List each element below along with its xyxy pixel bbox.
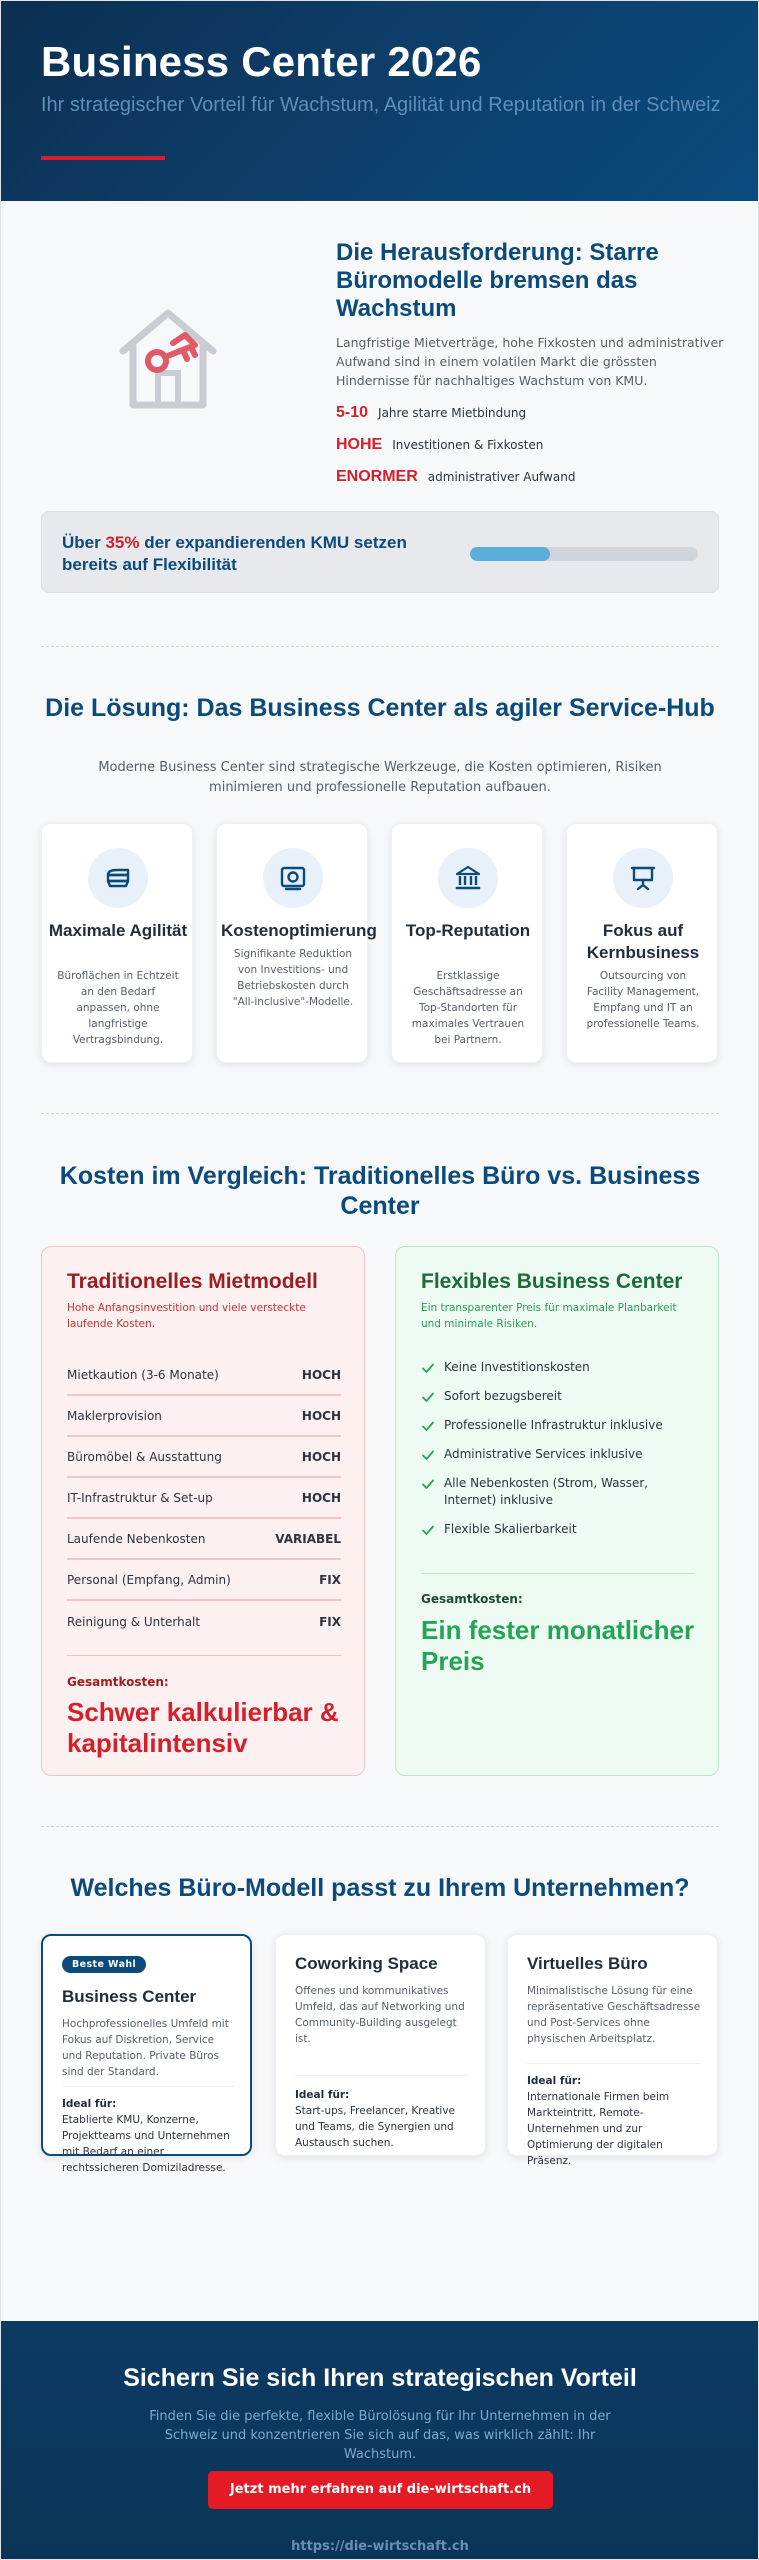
cost-name: IT-Infrastruktur & Set-up bbox=[67, 1490, 213, 1505]
flexibility-callout bbox=[41, 511, 719, 593]
feature-item bbox=[421, 1417, 701, 1434]
solution-subtitle: Moderne Business Center sind strategische Werkzeuge, die Kosten optimieren, Risiken minimieren und professionelle Reputation aufbauen. bbox=[98, 760, 662, 795]
feature-item bbox=[421, 1359, 701, 1376]
model-title: Coworking Space bbox=[295, 1954, 438, 1973]
card-divider bbox=[527, 2063, 700, 2064]
total-separator bbox=[421, 1573, 695, 1574]
bank-icon bbox=[453, 863, 483, 893]
cost-name: Laufende Nebenkosten bbox=[67, 1531, 206, 1546]
stat-label: Investitionen & Fixkosten bbox=[392, 438, 544, 452]
cost-row bbox=[67, 1355, 341, 1396]
accent-underline bbox=[41, 156, 165, 160]
stat-value: ENORMER bbox=[336, 468, 418, 485]
models-title: Welches Büro-Modell passt zu Ihrem Unternehmen? bbox=[70, 1874, 690, 1902]
solution-card-agility bbox=[41, 823, 193, 1063]
flexible-total-value: Ein fester monatlicher Preis bbox=[421, 1615, 695, 1676]
ideal-label: Ideal für: bbox=[62, 2098, 117, 2110]
stat-item bbox=[336, 404, 726, 422]
model-card-coworking bbox=[275, 1934, 486, 2156]
model-description: Offenes und kommunikatives Umfeld, das auf Networking und Community-Building ausgelegt ist. bbox=[295, 1985, 465, 2045]
cost-row bbox=[67, 1601, 341, 1642]
feature-label: Administrative Services inklusive bbox=[444, 1447, 643, 1461]
feature-item bbox=[421, 1446, 701, 1463]
check-icon bbox=[421, 1419, 435, 1433]
section-divider bbox=[41, 1826, 719, 1827]
ideal-label: Ideal für: bbox=[527, 2075, 582, 2087]
check-icon bbox=[421, 1361, 435, 1375]
feature-label: Flexible Skalierbarkeit bbox=[444, 1522, 577, 1536]
section-divider bbox=[41, 646, 719, 647]
feature-item bbox=[421, 1475, 701, 1509]
check-icon bbox=[421, 1390, 435, 1404]
hero-header bbox=[1, 1, 759, 201]
challenge-text bbox=[336, 239, 726, 486]
flex-prefix: Über bbox=[62, 533, 106, 552]
card-title: Kostenoptimierung bbox=[221, 921, 377, 940]
card-title: Fokus auf Kernbusiness bbox=[586, 921, 700, 962]
total-separator bbox=[67, 1655, 341, 1656]
challenge-title: Die Herausforderung: Starre Büromodelle bremsen das Wachstum bbox=[336, 239, 659, 322]
feature-label: Professionelle Infrastruktur inklusive bbox=[444, 1418, 663, 1432]
card-text: Outsourcing von Facility Management, Empfang und IT an professionelle Teams. bbox=[586, 970, 700, 1030]
check-icon bbox=[421, 1523, 435, 1537]
card-divider bbox=[295, 2075, 468, 2076]
card-text: Erstklassige Geschäftsadresse an Top-Standorten für maximales Vertrauen bei Partnern. bbox=[411, 970, 525, 1046]
cost-level: FIX bbox=[319, 1614, 341, 1629]
house-key-icon bbox=[113, 303, 223, 413]
feature-item bbox=[421, 1521, 701, 1538]
stat-value: 5-10 bbox=[336, 404, 369, 421]
model-description: Minimalistische Lösung für eine repräsentative Geschäftsadresse und Post-Services ohne physischen Arbeitsplatz. bbox=[527, 1985, 701, 2045]
section-divider bbox=[41, 1113, 719, 1114]
model-title: Business Center bbox=[62, 1987, 197, 2006]
traditional-total-label: Gesamtkosten: bbox=[67, 1675, 169, 1689]
comparison-title: Kosten im Vergleich: Traditionelles Büro vs. Business Center bbox=[59, 1162, 701, 1220]
ideal-text: Internationale Firmen beim Markteintritt, Remote-Unternehmen und zur Optimierung der digitalen Präsenz. bbox=[527, 2091, 670, 2167]
presentation-icon bbox=[628, 863, 658, 893]
icon-circle bbox=[613, 848, 673, 908]
ideal-text: Start-ups, Freelancer, Kreative und Teams, die Synergien und Austausch suchen. bbox=[295, 2105, 455, 2149]
model-description: Hochprofessionelles Umfeld mit Fokus auf Diskretion, Service und Reputation. Private Büros sind der Standard. bbox=[62, 2018, 229, 2078]
cost-level: HOCH bbox=[301, 1490, 341, 1505]
model-card-business-center bbox=[41, 1934, 252, 2174]
check-icon bbox=[421, 1448, 435, 1462]
footer-url-link[interactable]: https://die-wirtschaft.ch bbox=[291, 2539, 469, 2554]
flexible-title: Flexibles Business Center bbox=[421, 1270, 683, 1293]
stat-item bbox=[336, 436, 726, 454]
cost-row bbox=[67, 1560, 341, 1601]
flexibility-text bbox=[62, 532, 462, 576]
cost-row bbox=[67, 1396, 341, 1437]
ideal-text: Etablierte KMU, Konzerne, Projektteams und Unternehmen mit Bedarf an einer rechtssicheren Domiziladresse. bbox=[62, 2114, 230, 2174]
icon-circle bbox=[438, 848, 498, 908]
stat-item bbox=[336, 468, 726, 486]
traditional-total-value: Schwer kalkulierbar & kapitalintensiv bbox=[67, 1697, 339, 1758]
check-icon bbox=[421, 1477, 435, 1491]
cost-level: HOCH bbox=[301, 1449, 341, 1464]
model-title: Virtuelles Büro bbox=[527, 1954, 648, 1973]
footer-text: Finden Sie die perfekte, flexible Bürolösung für Ihr Unternehmen in der Schweiz und konzentrieren Sie sich auf das, was wirklich zählt: Ihr Wachstum. bbox=[149, 2409, 611, 2462]
cost-name: Mietkaution (3-6 Monate) bbox=[67, 1367, 219, 1382]
stat-label: administrativer Aufwand bbox=[427, 470, 576, 484]
challenge-section bbox=[41, 233, 724, 493]
cost-name: Personal (Empfang, Admin) bbox=[67, 1572, 231, 1587]
traditional-model-card bbox=[41, 1246, 365, 1776]
cost-name: Reinigung & Unterhalt bbox=[67, 1614, 201, 1629]
traditional-title: Traditionelles Mietmodell bbox=[67, 1270, 318, 1293]
flexibility-progress-bar bbox=[470, 547, 698, 561]
footer-title: Sichern Sie sich Ihren strategischen Vorteil bbox=[123, 2364, 637, 2392]
flexible-subtitle: Ein transparenter Preis für maximale Planbarkeit und minimale Risiken. bbox=[421, 1302, 677, 1330]
progress-fill bbox=[470, 547, 550, 561]
card-text: Signifikante Reduktion von Investitions- und Betriebskosten durch "All-inclusive"-Modelle. bbox=[232, 948, 354, 1008]
solution-card-focus bbox=[566, 823, 718, 1063]
solution-title: Die Lösung: Das Business Center als agiler Service-Hub bbox=[45, 694, 715, 722]
flexible-total-label: Gesamtkosten: bbox=[421, 1592, 523, 1606]
cost-row bbox=[67, 1437, 341, 1478]
flex-suffix: der expandierenden KMU setzen bereits auf Flexibilität bbox=[62, 533, 407, 574]
cost-row bbox=[67, 1519, 341, 1560]
icon-circle bbox=[263, 848, 323, 908]
stat-value: HOHE bbox=[336, 436, 383, 453]
page-title: Business Center 2026 bbox=[41, 38, 482, 85]
footer-cta-section bbox=[1, 2321, 759, 2560]
solution-cards bbox=[41, 823, 719, 1063]
card-text: Büroflächen in Echtzeit an den Bedarf anpassen, ohne langfristige Vertragsbindung. bbox=[57, 970, 179, 1046]
cost-level: HOCH bbox=[301, 1408, 341, 1423]
stack-icon bbox=[103, 863, 133, 893]
cost-level: HOCH bbox=[301, 1367, 341, 1382]
page-subtitle: Ihr strategischer Vorteil für Wachstum, Agilität und Reputation in der Schweiz bbox=[41, 94, 721, 116]
card-title: Maximale Agilität bbox=[48, 921, 188, 940]
card-title: Top-Reputation bbox=[405, 921, 531, 940]
icon-circle bbox=[88, 848, 148, 908]
cost-level: FIX bbox=[319, 1572, 341, 1587]
challenge-description: Langfristige Mietverträge, hohe Fixkosten und administrativer Aufwand sind in einem volatilen Markt die grössten Hindernisse für nachhaltiges Wachstum von KMU. bbox=[336, 335, 724, 388]
cost-name: Büromöbel & Ausstattung bbox=[67, 1449, 222, 1464]
flex-percent: 35% bbox=[105, 533, 140, 552]
feature-item bbox=[421, 1388, 701, 1405]
model-card-virtual-office bbox=[507, 1934, 718, 2167]
cost-name: Maklerprovision bbox=[67, 1408, 162, 1423]
cost-row bbox=[67, 1478, 341, 1519]
feature-label: Alle Nebenkosten (Strom, Wasser, Internet) inklusive bbox=[444, 1476, 649, 1507]
best-choice-badge: Beste Wahl bbox=[62, 1956, 146, 1973]
solution-card-reputation bbox=[391, 823, 543, 1063]
traditional-subtitle: Hohe Anfangsinvestition und viele versteckte laufende Kosten. bbox=[67, 1302, 306, 1330]
cost-level: VARIABEL bbox=[275, 1531, 341, 1546]
feature-label: Keine Investitionskosten bbox=[444, 1360, 590, 1374]
stat-label: Jahre starre Mietbindung bbox=[378, 406, 527, 420]
feature-label: Sofort bezugsbereit bbox=[444, 1389, 562, 1403]
flexible-model-card bbox=[395, 1246, 719, 1776]
money-icon bbox=[278, 863, 308, 893]
learn-more-button[interactable]: Jetzt mehr erfahren auf die-wirtschaft.ch bbox=[208, 2471, 553, 2509]
solution-card-costs bbox=[216, 823, 377, 1063]
card-divider bbox=[62, 2086, 235, 2087]
ideal-label: Ideal für: bbox=[295, 2089, 350, 2101]
